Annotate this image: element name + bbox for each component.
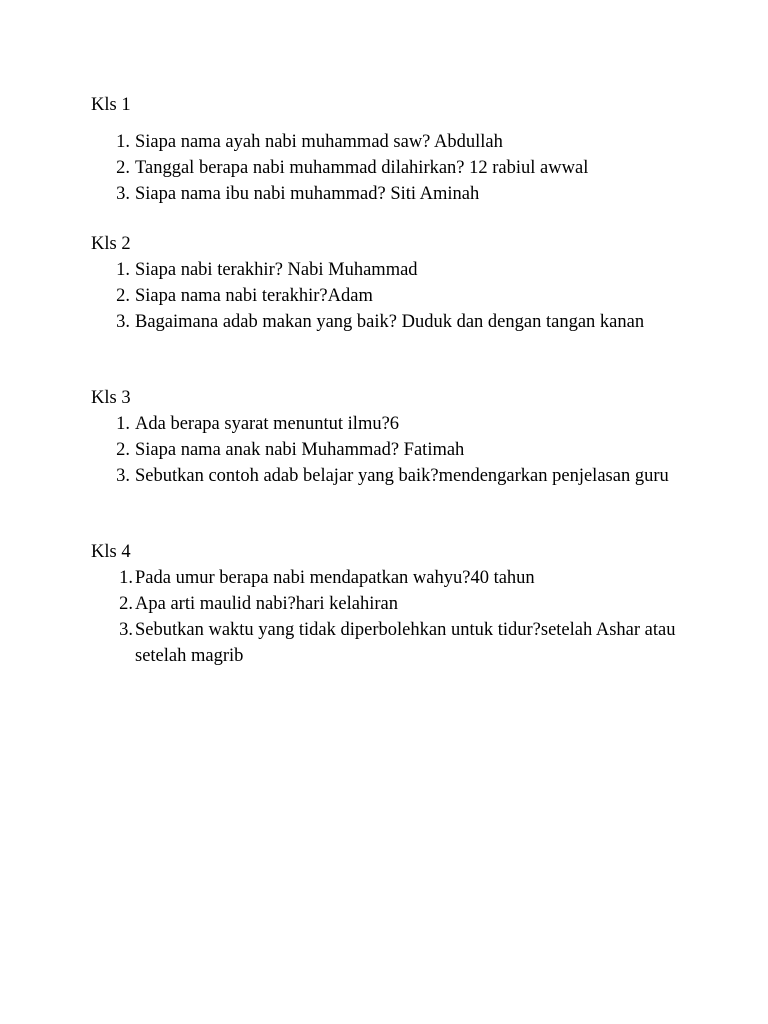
- list-item-number: 2.: [116, 440, 130, 460]
- list-item-text: Siapa nama ibu nabi muhammad? Siti Aminah: [135, 184, 480, 204]
- section-title-kls-4: Kls 4: [91, 542, 131, 562]
- list-item-number: 2.: [116, 286, 130, 306]
- list-item-number: 1.: [116, 260, 130, 280]
- list-item-number: 3.: [116, 184, 130, 204]
- list-item-number: 1.: [119, 568, 133, 588]
- list-item-number: 3.: [116, 312, 130, 332]
- list-item-text: Siapa nama anak nabi Muhammad? Fatimah: [135, 440, 465, 460]
- section-title-kls-1: Kls 1: [91, 95, 131, 115]
- list-item-number: 1.: [116, 132, 130, 152]
- list-item-text: Bagaimana adab makan yang baik? Duduk dan dengan tangan kanan: [135, 312, 645, 332]
- section-title-kls-3: Kls 3: [91, 388, 131, 408]
- list-item-text: Siapa nama nabi terakhir?Adam: [135, 286, 373, 306]
- list-item-text: Siapa nama ayah nabi muhammad saw? Abdullah: [135, 132, 503, 152]
- list-item-number: 2.: [119, 594, 133, 614]
- list-item-text: Tanggal berapa nabi muhammad dilahirkan? 12 rabiul awwal: [135, 158, 589, 178]
- list-item-text: Sebutkan contoh adab belajar yang baik?mendengarkan penjelasan guru: [135, 466, 669, 486]
- list-item-number: 1.: [116, 414, 130, 434]
- list-item-text: Apa arti maulid nabi?hari kelahiran: [135, 594, 399, 614]
- list-item-text: Siapa nabi terakhir? Nabi Muhammad: [135, 260, 418, 280]
- list-item-text: Pada umur berapa nabi mendapatkan wahyu?40 tahun: [135, 568, 535, 588]
- list-item-text: Sebutkan waktu yang tidak diperbolehkan untuk tidur?setelah Ashar atau setelah magrib: [135, 620, 676, 666]
- list-item-number: 3.: [116, 466, 130, 486]
- list-item-number: 3.: [119, 620, 133, 640]
- list-item-number: 2.: [116, 158, 130, 178]
- list-item-text: Ada berapa syarat menuntut ilmu?6: [135, 414, 400, 434]
- section-title-kls-2: Kls 2: [91, 234, 131, 254]
